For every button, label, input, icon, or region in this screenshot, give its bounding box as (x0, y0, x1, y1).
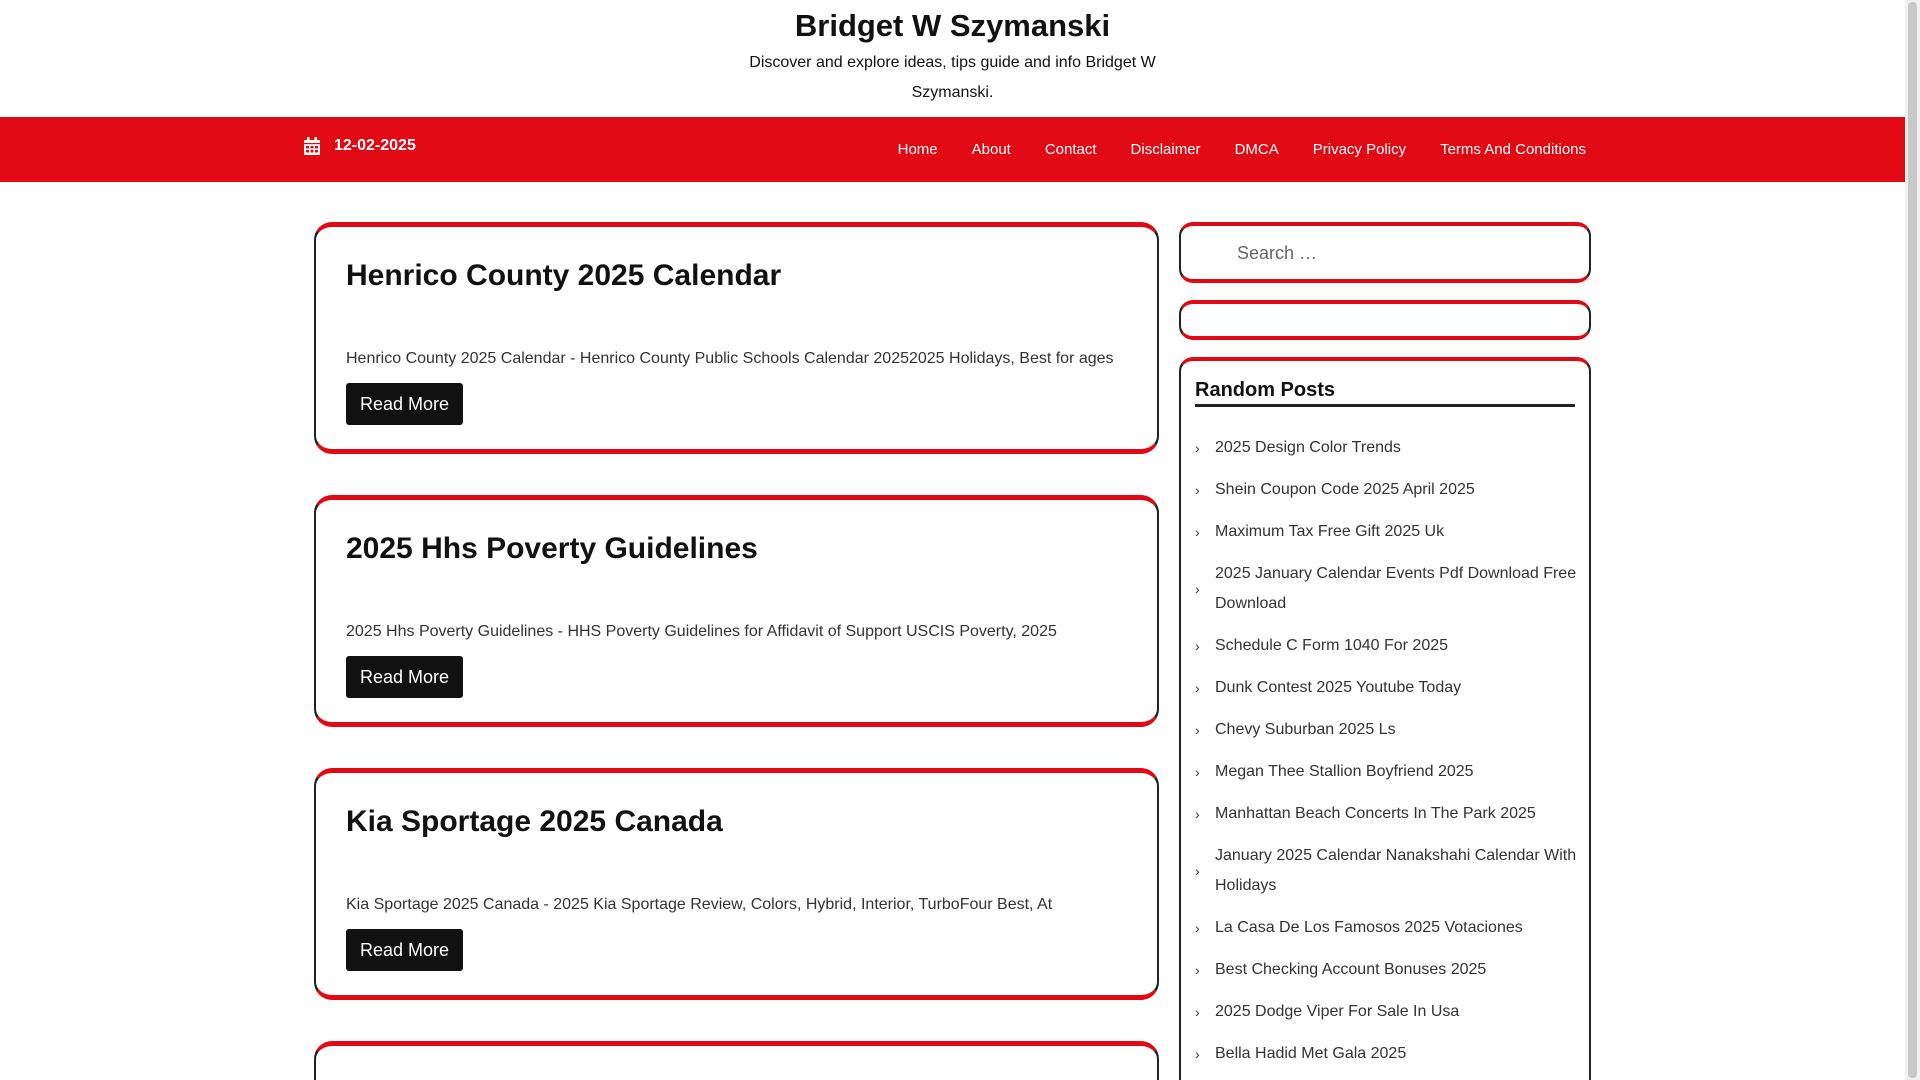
main-navbar (0, 117, 1905, 182)
list-item (1195, 835, 1580, 907)
post-card (314, 495, 1159, 727)
random-posts-widget (1179, 357, 1591, 1080)
post-card (314, 768, 1159, 1000)
list-item (1195, 667, 1580, 709)
random-post-link[interactable]: Dunk Contest 2025 Youtube Today (1215, 679, 1462, 696)
post-title[interactable]: Henrico County 2025 Calendar (346, 259, 782, 292)
site-header (0, 0, 1905, 117)
current-date (304, 137, 416, 155)
random-post-link[interactable]: Schedule C Form 1040 For 2025 (1215, 637, 1449, 654)
calendar-icon (304, 137, 320, 155)
random-post-link[interactable]: Best Checking Account Bonuses 2025 (1215, 961, 1487, 978)
list-item (1195, 625, 1580, 667)
list-item (1195, 793, 1580, 835)
chevron-right-icon: › (1195, 806, 1200, 822)
read-more-button[interactable]: Read More (346, 383, 463, 425)
random-posts-list (1195, 427, 1580, 1075)
random-post-link[interactable]: Megan Thee Stallion Boyfriend 2025 (1215, 763, 1474, 780)
nav-contact[interactable]: Contact (1044, 141, 1097, 158)
random-post-link[interactable]: Manhattan Beach Concerts In The Park 2025 (1215, 805, 1536, 822)
post-excerpt: 2025 Hhs Poverty Guidelines - HHS Poverty Guidelines for Affidavit of Support USCIS Poverty, 2025 (346, 623, 1057, 640)
read-more-button[interactable]: Read More (346, 656, 463, 698)
chevron-right-icon: › (1195, 482, 1200, 498)
post-excerpt: Kia Sportage 2025 Canada - 2025 Kia Sportage Review, Colors, Hybrid, Interior, TurboFour Best, At (346, 896, 1053, 913)
site-tagline: Discover and explore ideas, tips guide and info Bridget W Szymanski. (749, 54, 1156, 101)
chevron-right-icon: › (1195, 962, 1200, 978)
random-post-link[interactable]: Shein Coupon Code 2025 April 2025 (1215, 481, 1475, 498)
site-title[interactable]: Bridget W Szymanski (794, 8, 1111, 43)
random-posts-title: Random Posts (1195, 379, 1575, 407)
chevron-right-icon: › (1195, 524, 1200, 540)
post-card (314, 222, 1159, 454)
chevron-right-icon: › (1195, 1004, 1200, 1020)
random-post-link[interactable]: Maximum Tax Free Gift 2025 Uk (1215, 523, 1445, 540)
random-post-link[interactable]: 2025 January Calendar Events Pdf Download Free Download (1215, 565, 1577, 612)
random-post-link[interactable]: Bella Hadid Met Gala 2025 (1215, 1045, 1407, 1062)
list-item (1195, 427, 1580, 469)
nav-privacy-policy[interactable]: Privacy Policy (1312, 141, 1407, 158)
chevron-right-icon: › (1195, 920, 1200, 936)
chevron-right-icon: › (1195, 1046, 1200, 1062)
list-item (1195, 751, 1580, 793)
nav-terms[interactable]: Terms And Conditions (1440, 141, 1586, 158)
nav-about[interactable]: About (971, 141, 1011, 158)
post-title[interactable]: Kia Sportage 2025 Canada (346, 805, 723, 838)
date-text: 12-02-2025 (334, 137, 416, 154)
post-card-partial (314, 1041, 1159, 1080)
list-item (1195, 1033, 1580, 1075)
random-post-link[interactable]: La Casa De Los Famosos 2025 Votaciones (1215, 919, 1523, 936)
nav-dmca[interactable]: DMCA (1234, 141, 1279, 158)
random-post-link[interactable]: 2025 Design Color Trends (1215, 439, 1401, 456)
list-item (1195, 553, 1580, 625)
random-post-link[interactable]: Chevy Suburban 2025 Ls (1215, 721, 1396, 738)
random-post-link[interactable]: January 2025 Calendar Nanakshahi Calendar With Holidays (1215, 847, 1577, 894)
page-scrollbar[interactable] (1905, 0, 1920, 1080)
nav-menu (864, 117, 1586, 182)
scrollbar-thumb[interactable] (1908, 2, 1917, 1078)
search-input[interactable] (1237, 236, 1567, 270)
chevron-right-icon: › (1195, 680, 1200, 696)
chevron-right-icon: › (1195, 722, 1200, 738)
search-widget (1179, 222, 1591, 283)
post-excerpt: Henrico County 2025 Calendar - Henrico County Public Schools Calendar 20252025 Holidays, Best for ages (346, 350, 1114, 367)
chevron-right-icon: › (1195, 581, 1200, 597)
list-item (1195, 949, 1580, 991)
list-item (1195, 709, 1580, 751)
list-item (1195, 907, 1580, 949)
empty-widget (1179, 300, 1591, 340)
list-item (1195, 469, 1580, 511)
list-item (1195, 511, 1580, 553)
chevron-right-icon: › (1195, 764, 1200, 780)
read-more-button[interactable]: Read More (346, 929, 463, 971)
post-title[interactable]: 2025 Hhs Poverty Guidelines (346, 532, 758, 565)
list-item (1195, 991, 1580, 1033)
chevron-right-icon: › (1195, 638, 1200, 654)
chevron-right-icon: › (1195, 440, 1200, 456)
nav-home[interactable]: Home (897, 141, 938, 158)
nav-disclaimer[interactable]: Disclaimer (1130, 141, 1201, 158)
random-post-link[interactable]: 2025 Dodge Viper For Sale In Usa (1215, 1003, 1460, 1020)
chevron-right-icon: › (1195, 863, 1200, 879)
